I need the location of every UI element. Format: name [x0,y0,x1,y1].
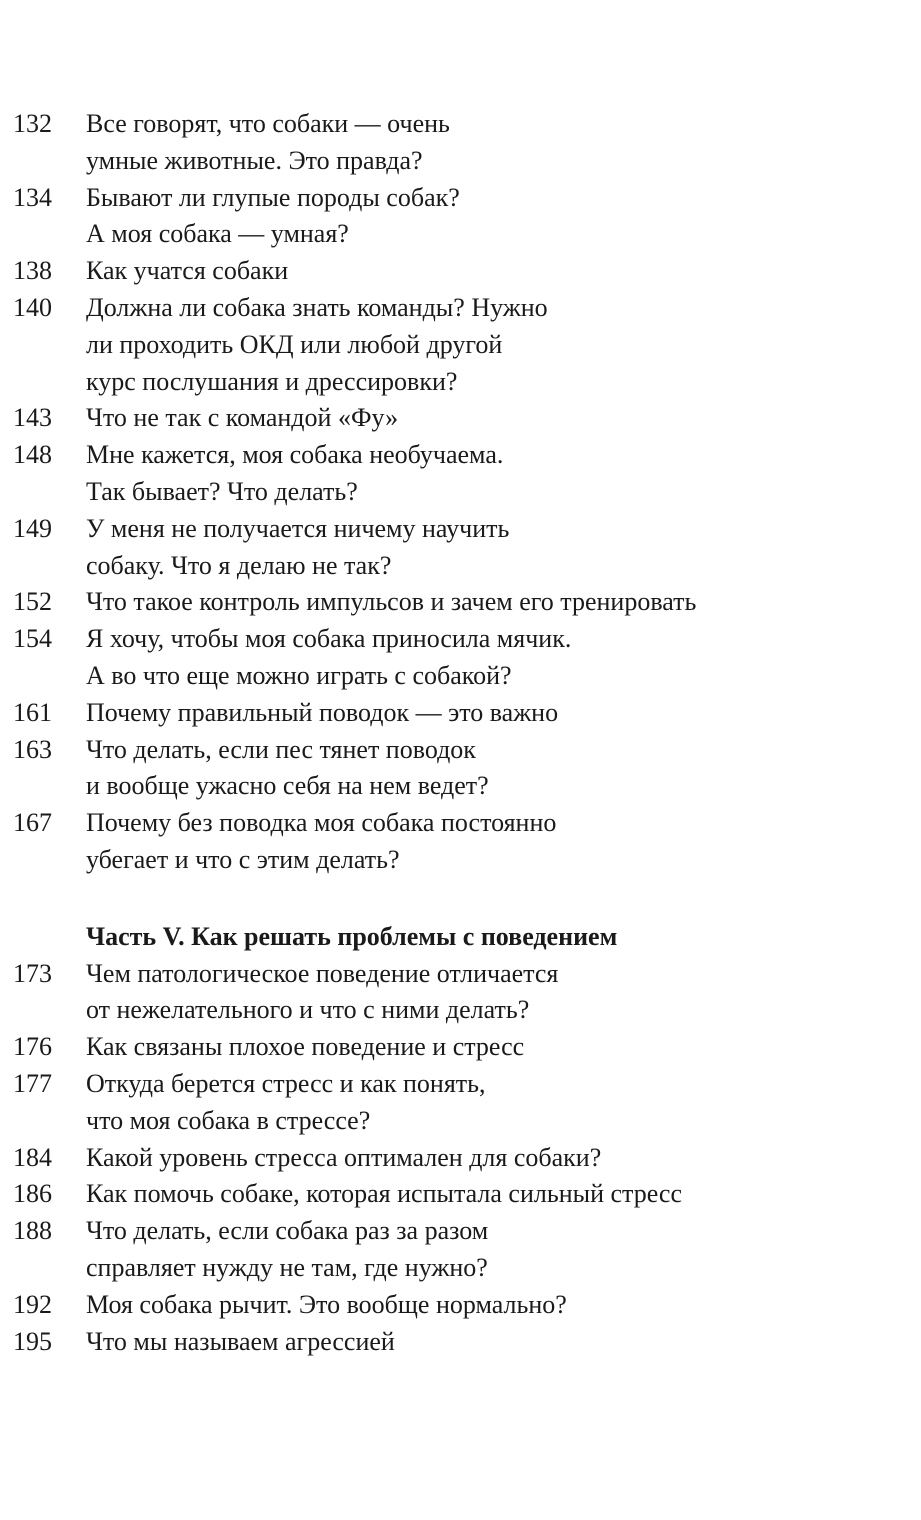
toc-entry-title [86,695,921,732]
toc-entry [0,695,921,732]
toc-page-number: 177 [13,1068,52,1098]
toc-entry-title [86,956,921,1030]
toc-page-number: 134 [13,182,52,212]
toc-entry-line: ли проходить ОКД или любой другой [86,329,503,359]
toc-entry-line: Бывают ли глупые породы собак? [86,182,460,212]
toc-entry-line: Как учатся собаки [86,256,289,286]
toc-entry-title [86,1140,921,1177]
toc-entry [0,805,921,879]
toc-entry [0,1066,921,1140]
toc-entry-line: Должна ли собака знать команды? Нужно [86,292,548,322]
toc-entry-line: А во что еще можно играть с собакой? [86,660,512,690]
toc-entry [0,1324,921,1361]
toc-page-number: 176 [13,1032,52,1062]
toc-entry-line: Мне кажется, моя собака необучаема. [86,440,504,470]
toc-entry-title [86,732,921,806]
toc-entry [0,1140,921,1177]
toc-entry [0,732,921,806]
toc-entry-title [86,1066,921,1140]
toc-entry-title [86,584,921,621]
toc-entry-title [86,180,921,254]
toc-entry-title [86,1287,921,1324]
toc-entry [0,180,921,254]
toc-page-number: 186 [13,1179,52,1209]
toc-section-part-5 [0,956,921,1361]
toc-entry-title [86,437,921,511]
toc-entry [0,290,921,400]
toc-entry-line: Так бывает? Что делать? [86,476,358,506]
toc-entry-line: Почему без поводка моя собака постоянно [86,808,557,838]
toc-entry-title [86,1324,921,1361]
toc-entry [0,253,921,290]
toc-page-number: 138 [13,256,52,286]
toc-entry-line: Чем патологическое поведение отличается [86,958,559,988]
toc-entry-title [86,805,921,879]
toc-page-number: 132 [13,109,52,138]
toc-entry-line: Что такое контроль импульсов и зачем его тренировать [86,587,697,617]
toc-entry-line: от нежелательного и что с ними делать? [86,995,530,1025]
toc-entry-title [86,1213,921,1287]
toc-page-number: 152 [13,587,52,617]
toc-page-number: 154 [13,624,52,654]
toc-entry-line: Что не так с командой «Фу» [86,403,399,433]
toc-page-number: 143 [13,403,52,433]
toc-entry-line: Что делать, если пес тянет поводок [86,734,476,764]
toc-entry-line: курс послушания и дрессировки? [86,366,458,396]
toc-entry [0,1287,921,1324]
toc-entry-line: Как связаны плохое поведение и стресс [86,1032,525,1062]
toc-entry-line: Моя собака рычит. Это вообще нормально? [86,1289,567,1319]
toc-entry-line: справляет нужду не там, где нужно? [86,1252,488,1282]
toc-entry-line: убегает и что с этим делать? [86,844,400,874]
toc-page-number: 192 [13,1289,52,1319]
toc-entry [0,437,921,511]
part-heading: Часть V. Как решать проблемы с поведением [86,921,618,951]
toc-entry [0,621,921,695]
toc-page-number: 173 [13,958,52,988]
toc-entry [0,1213,921,1287]
toc-entry-title [86,1029,921,1066]
toc-page-number: 163 [13,734,52,764]
toc-entry-line: умные животные. Это правда? [86,145,423,175]
toc-entry-line: Откуда берется стресс и как понять, [86,1068,486,1098]
toc-entry [0,1176,921,1213]
table-of-contents [0,106,921,1360]
toc-page-number: 167 [13,808,52,838]
toc-entry-title [86,1176,921,1213]
toc-page-number: 148 [13,440,52,470]
toc-entry [0,106,921,180]
toc-entry [0,511,921,585]
toc-entry [0,956,921,1030]
toc-entry-title [86,290,921,400]
toc-page-number: 161 [13,697,52,727]
toc-entry-line: А моя собака — умная? [86,219,349,249]
toc-entry-line: Какой уровень стресса оптимален для собаки? [86,1142,602,1172]
toc-entry-line: что моя собака в стрессе? [86,1105,371,1135]
toc-page-number: 149 [13,513,52,543]
toc-entry-line: Что делать, если собака раз за разом [86,1216,489,1246]
toc-page-number: 195 [13,1326,52,1356]
toc-entry-line: собаку. Что я делаю не так? [86,550,392,580]
toc-section-part-4 [0,106,921,879]
toc-page-number: 188 [13,1216,52,1246]
toc-entry-title [86,253,921,290]
toc-entry-title [86,106,921,180]
toc-page-number: 184 [13,1142,52,1172]
toc-entry-line: Я хочу, чтобы моя собака приносила мячик. [86,624,572,654]
toc-entry [0,400,921,437]
toc-entry-line: Как помочь собаке, которая испытала сильный стресс [86,1179,682,1209]
toc-entry-title [86,511,921,585]
toc-entry-title [86,400,921,437]
toc-entry [0,584,921,621]
toc-entry-title [86,621,921,695]
toc-entry [0,1029,921,1066]
toc-entry-line: Все говорят, что собаки — очень [86,109,450,138]
toc-entry-line: У меня не получается ничему научить [86,513,510,543]
toc-entry-line: Что мы называем агрессией [86,1326,395,1356]
toc-entry-line: и вообще ужасно себя на нем ведет? [86,771,489,801]
toc-page-number: 140 [13,292,52,322]
toc-entry-line: Почему правильный поводок — это важно [86,697,559,727]
